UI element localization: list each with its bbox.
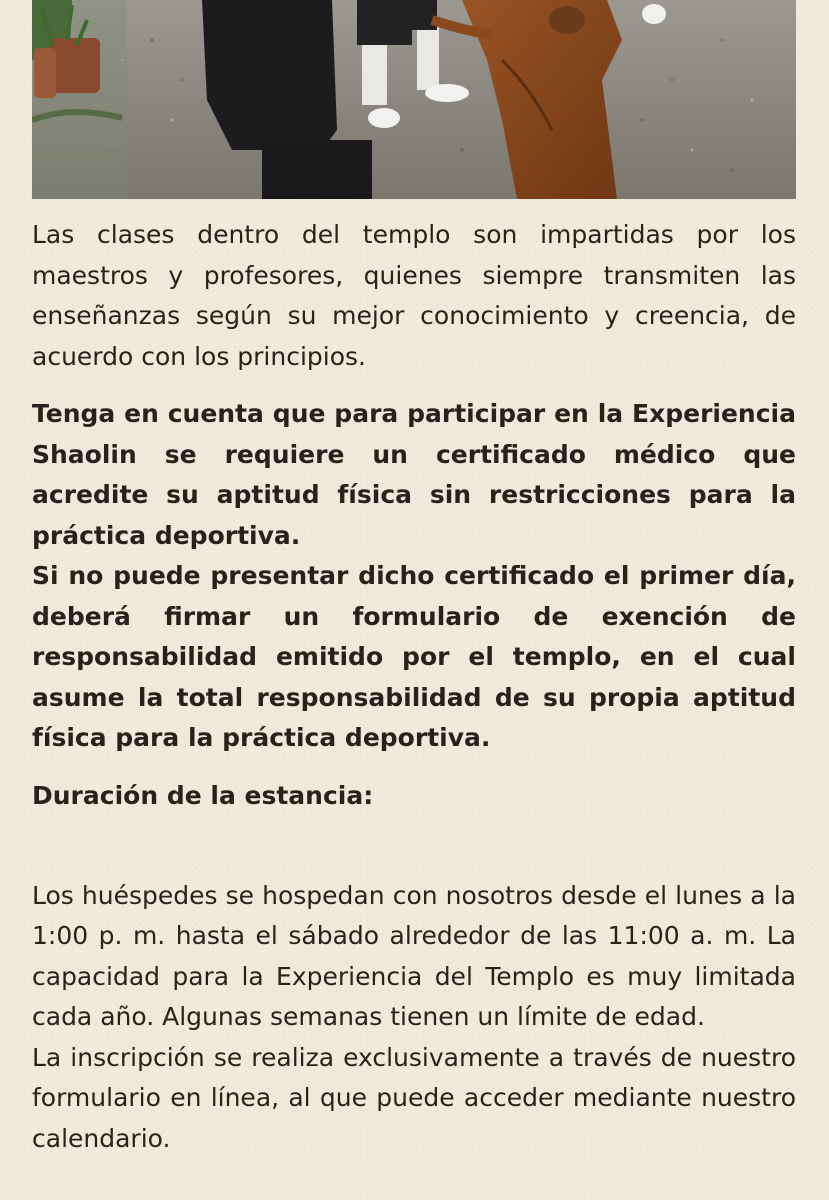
- waiver-notice: Si no puede presentar dicho certificado el primer día, deberá firmar un formulario de exención de responsabilidad emitido por el templo, en el cual asume la total responsabilidad de su propia aptitud física para la práctica deportiva.: [32, 561, 796, 752]
- registration-paragraph: La inscripción se realiza exclusivamente a través de nuestro formulario en línea, al que puede acceder mediante nuestro calendario.: [32, 1042, 796, 1153]
- spacer: [32, 816, 796, 876]
- duration-paragraph: Los huéspedes se hospedan con nosotros desde el lunes a la 1:00 p. m. hasta el sábado alrededor de las 11:00 a. m. La capacidad para la Experiencia del Templo es muy limitada cada año. Algunas semanas tienen un límite de edad.: [32, 880, 796, 1031]
- intro-paragraph: Las clases dentro del templo son impartidas por los maestros y profesores, quienes siempre transmiten las enseñanzas según su mejor conocimiento y creencia, de acuerdo con los principios.: [32, 220, 796, 371]
- medical-certificate-notice: Tenga en cuenta que para participar en la Experiencia Shaolin se requiere un certificado médico que acredite su aptitud física sin restricciones para la práctica deportiva.: [32, 399, 796, 550]
- shaolin-training-photo: [32, 0, 796, 199]
- article-body: [32, 215, 796, 1159]
- duration-heading: Duración de la estancia:: [32, 780, 374, 810]
- photo-illustration: [32, 0, 796, 199]
